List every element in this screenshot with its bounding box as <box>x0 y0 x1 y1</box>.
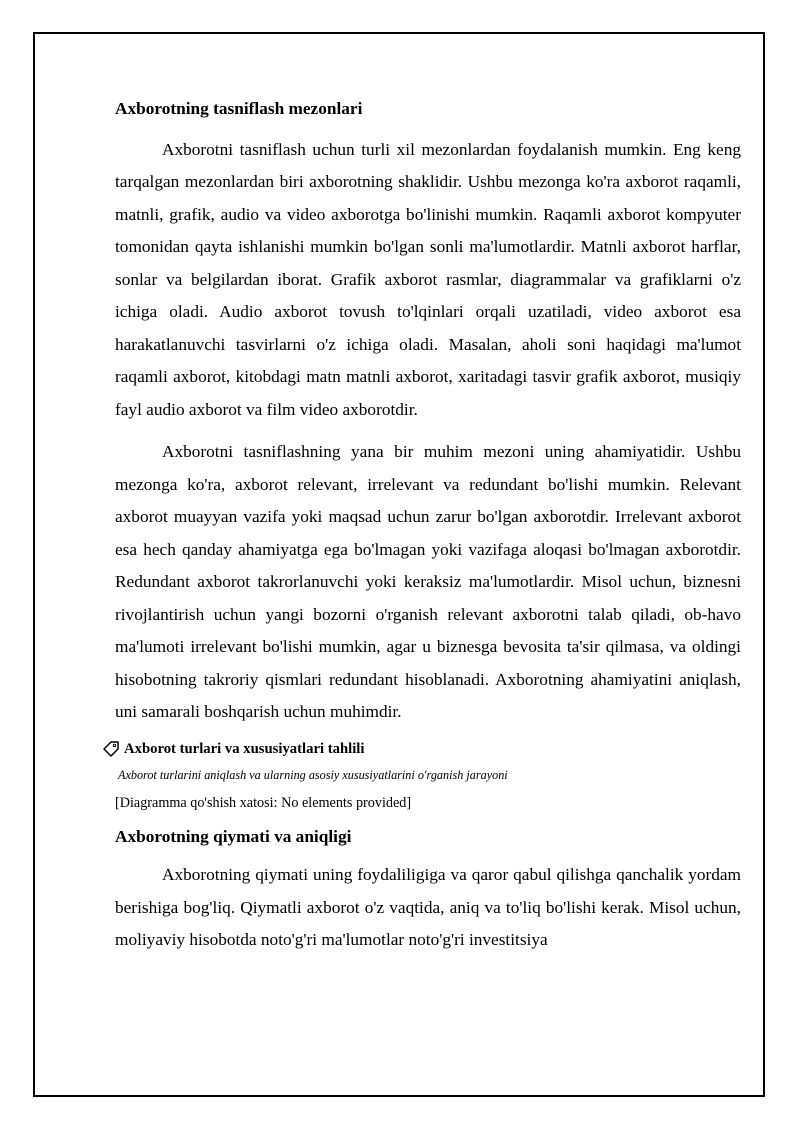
diagram-title: Axborot turlari va xususiyatlari tahlili <box>124 740 365 757</box>
diagram-title-row <box>102 739 741 759</box>
section-heading: Axborotning tasniflash mezonlari <box>115 99 363 118</box>
paragraph: Axborotning qiymati uning foydaliligiga va qaror qabul qilishga qanchalik yordam berishiga bog'liq. Qiymatli axborot o'z vaqtida, aniq va to'liq bo'lishi kerak. Misol uchun, moliyaviy hisobotda noto'g'ri ma'lumotlar noto'g'ri investitsiya <box>115 865 741 949</box>
diagram-error-text: [Diagramma qo'shish xatosi: No elements provided] <box>115 794 412 811</box>
tag-icon <box>102 740 120 758</box>
diagram-subtitle: Axborot turlarini aniqlash va ularning asosiy xususiyatlarini o'rganish jarayoni <box>118 767 508 782</box>
paragraph: Axborotni tasniflash uchun turli xil mezonlardan foydalanish mumkin. Eng keng tarqalgan mezonlardan biri axborotning shaklidir. Ushbu mezonga ko'ra axborot raqamli, matnli, grafik, audio va video axborotga bo'linishi mumkin. Raqamli axborot kompyuter tomonidan qayta ishlanishi mumkin bo'lgan sonli ma'lumotlardir. Matnli axborot harflar, sonlar va belgilardan iborat. Grafik axborot rasmlar, diagrammalar va grafiklarni o'z ichiga oladi. Audio axborot tovush to'lqinlari orqali uzatiladi, video axborot esa harakatlanuvchi tasvirlarni o'z ichiga oladi. Masalan, aholi soni haqidagi ma'lumot raqamli axborot, kitobdagi matn matnli axborot, xaritadagi tasvir grafik axborot, musiqiy fayl audio axborot va film video axborotdir. <box>115 139 741 419</box>
diagram-placeholder <box>115 739 741 813</box>
section-heading: Axborotning qiymati va aniqligi <box>115 826 352 846</box>
paragraph: Axborotni tasniflashning yana bir muhim mezoni uning ahamiyatidir. Ushbu mezonga ko'ra, axborot relevant, irrelevant va redundant bo'lishi mumkin. Relevant axborot muayyan vazifa yoki maqsad uchun zarur bo'lgan axborotdir. Irrelevant axborot esa hech qanday ahamiyatga ega bo'lmagan yoki vazifaga aloqasi bo'lmagan axborotdir. Redundant axborot takrorlanuvchi yoki keraksiz ma'lumotlardir. Misol uchun, biznesni rivojlantirish uchun yangi bozorni o'rganish relevant axborotni talab qiladi, ob-havo ma'lumoti irrelevant bo'lishi mumkin, agar u biznesga bevosita ta'sir qilmasa, va oldingi hisobotning takroriy qismlari redundant hisoblanadi. Axborotning ahamiyatini aniqlash, uni samarali boshqarish uchun muhimdir. <box>115 442 741 721</box>
document-body <box>115 93 741 967</box>
